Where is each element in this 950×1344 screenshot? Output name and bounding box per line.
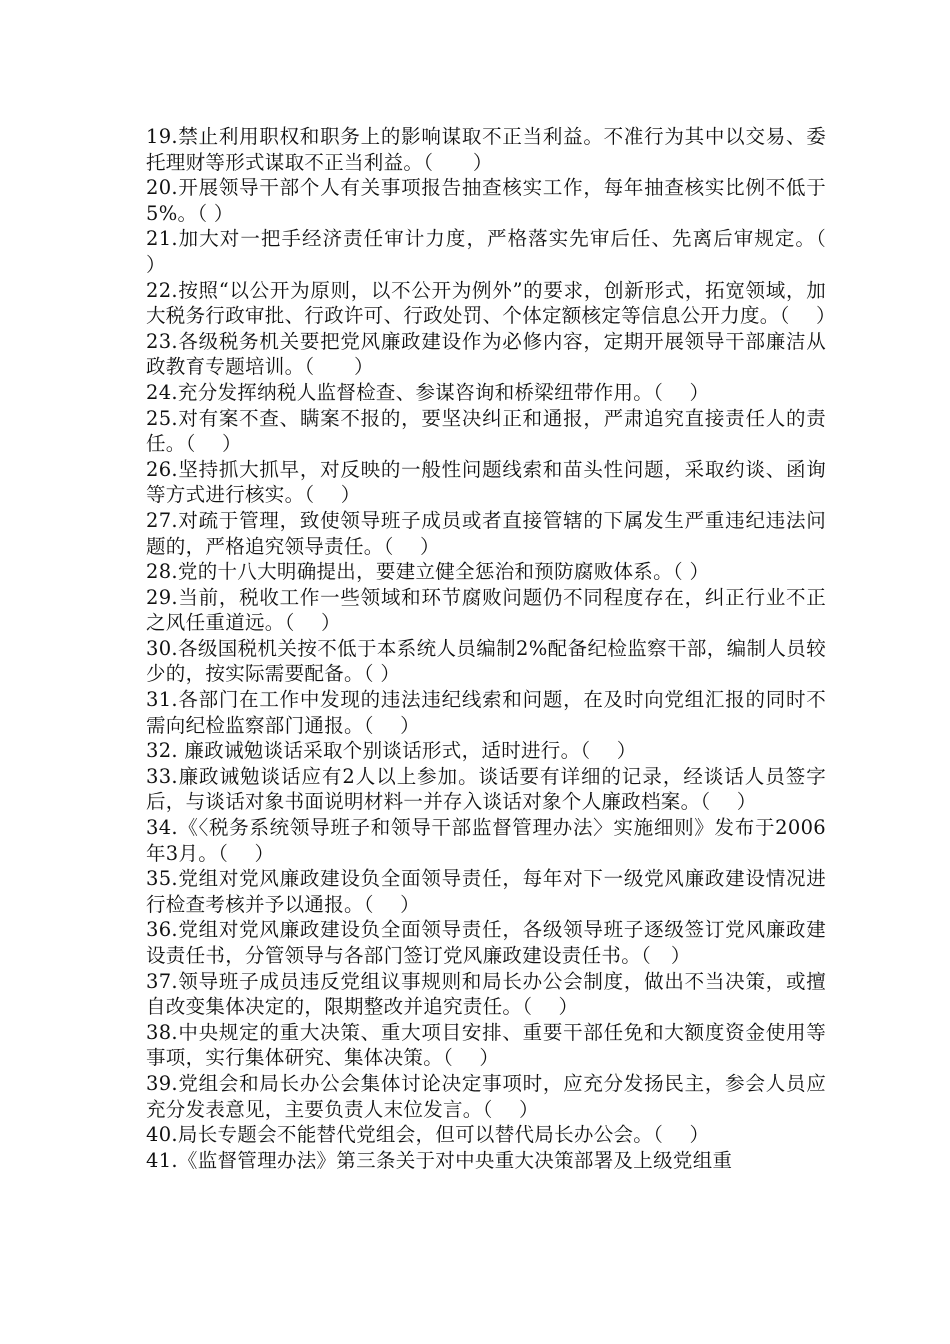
question-19: 19.禁止利用职权和职务上的影响谋取不正当利益。不准行为其中以交易、委托理财等形式谋取不正当利益。（ ） — [146, 125, 826, 174]
question-38: 38.中央规定的重大决策、重大项目安排、重要干部任免和大额度资金使用等事项，实行集体研究、集体决策。（ ） — [146, 1020, 826, 1070]
question-25: 25.对有案不查、瞒案不报的，要坚决纠正和通报，严肃追究直接责任人的责任。（ ） — [146, 406, 826, 456]
question-23: 23.各级税务机关要把党风廉政建设作为必修内容，定期开展领导干部廉洁从政教育专题培训。（ ） — [146, 329, 826, 379]
question-40: 40.局长专题会不能替代党组会，但可以替代局长办公会。（ ） — [146, 1123, 710, 1147]
question-35: 35.党组对党风廉政建设负全面领导责任，每年对下一级党风廉政建设情况进行检查考核并予以通报。（ ） — [146, 867, 826, 916]
question-list — [146, 124, 853, 1173]
question-33: 33.廉政诫勉谈话应有2人以上参加。谈话要有详细的记录，经谈话人员签字后，与谈话对象书面说明材料一并存入谈话对象个人廉政档案。（ ） — [146, 764, 826, 814]
question-37: 37.领导班子成员违反党组议事规则和局长办公会制度，做出不当决策，或擅自改变集体决定的，限期整改并追究责任。（ ） — [146, 969, 826, 1019]
question-22: 22.按照“以公开为原则，以不公开为例外”的要求，创新形式，拓宽领域，加大税务行政审批、行政许可、行政处罚、个体定额核定等信息公开力度。（ ） — [146, 278, 836, 328]
question-39: 39.党组会和局长办公会集体讨论决定事项时，应充分发扬民主，参会人员应充分发表意见，主要负责人末位发言。（ ） — [146, 1071, 826, 1121]
question-34: 34.《〈税务系统领导班子和领导干部监督管理办法〉实施细则》发布于2006年3月。（ ） — [146, 816, 826, 865]
question-27: 27.对疏于管理，致使领导班子成员或者直接管辖的下属发生严重违纪违法问题的，严格追究领导责任。（ ） — [146, 508, 826, 558]
question-31: 31.各部门在工作中发现的违法违纪线索和问题，在及时向党组汇报的同时不需向纪检监察部门通报。（ ） — [146, 688, 826, 737]
question-32: 32. 廉政诫勉谈话采取个别谈话形式，适时进行。（ ） — [146, 739, 637, 763]
question-30: 30.各级国税机关按不低于本系统人员编制2%配备纪检监察干部，编制人员较少的，按实际需要配备。（ ） — [146, 636, 826, 686]
question-29: 29.当前，税收工作一些领域和环节腐败问题仍不同程度存在，纠正行业不正之风任重道远。（ ） — [146, 585, 826, 635]
question-21: 21.加大对一把手经济责任审计力度，严格落实先审后任、先离后审规定。（ ） — [146, 227, 853, 276]
question-20: 20.开展领导干部个人有关事项报告抽查核实工作，每年抽查核实比例不低于5%。（ ） — [146, 176, 826, 225]
question-36: 36.党组对党风廉政建设负全面领导责任，各级领导班子逐级签订党风廉政建设责任书，分管领导与各部门签订党风廉政建设责任书。（ ） — [146, 918, 826, 967]
question-26: 26.坚持抓大抓早，对反映的一般性问题线索和苗头性问题，采取约谈、函询等方式进行核实。（ ） — [146, 457, 826, 507]
question-28: 28.党的十八大明确提出，要建立健全惩治和预防腐败体系。（ ） — [146, 560, 710, 584]
question-41: 41.《监督管理办法》第三条关于对中央重大决策部署及上级党组重 — [146, 1148, 733, 1172]
question-24: 24.充分发挥纳税人监督检查、参谋咨询和桥梁纽带作用。（ ） — [146, 380, 710, 404]
